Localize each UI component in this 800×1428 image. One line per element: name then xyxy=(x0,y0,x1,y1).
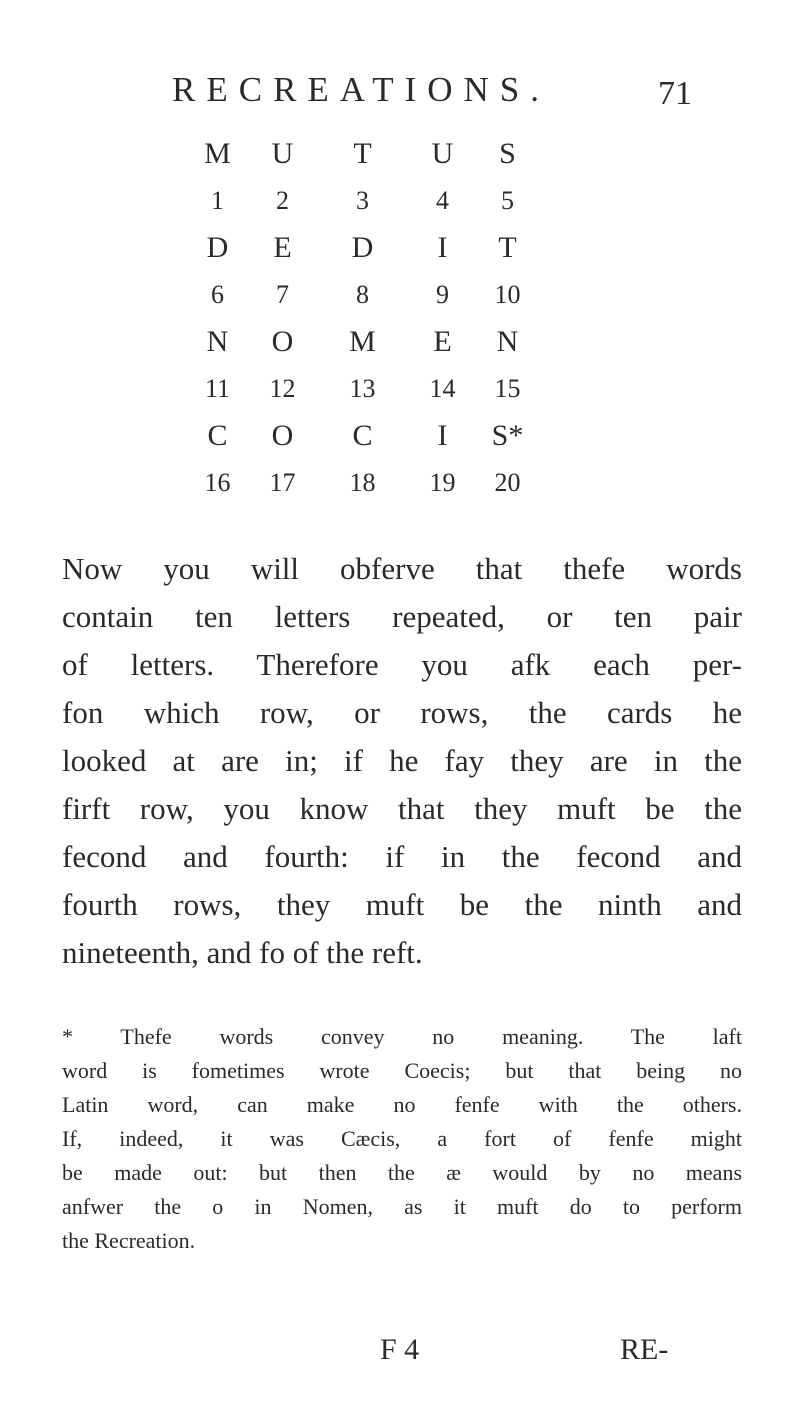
grid-cell: T xyxy=(353,136,372,170)
grid-cell: 4 xyxy=(436,185,449,215)
page-footer xyxy=(0,1330,800,1370)
grid-row-numbers-1 xyxy=(190,177,530,224)
grid-cell: 9 xyxy=(436,279,449,309)
body-line: fecond and fourth: if in the fecond and xyxy=(62,839,742,874)
catchword: RE- xyxy=(620,1333,669,1366)
footnote-line: Latin word, can make no fenfe with the others. xyxy=(62,1092,742,1117)
grid-cell: 7 xyxy=(276,279,289,309)
grid-cell: 11 xyxy=(204,373,231,403)
grid-cell: E xyxy=(273,230,292,264)
grid-cell: 16 xyxy=(204,467,231,497)
grid-cell: S* xyxy=(491,418,524,452)
grid-cell: 12 xyxy=(269,373,296,403)
grid-cell: U xyxy=(431,136,454,170)
grid-cell: D xyxy=(206,230,229,264)
grid-cell: N xyxy=(496,324,519,358)
grid-cell: T xyxy=(498,230,517,264)
word-number-grid xyxy=(190,130,530,506)
grid-cell: 5 xyxy=(501,185,514,215)
grid-cell: 2 xyxy=(276,185,289,215)
grid-row-numbers-4 xyxy=(190,459,530,506)
body-line: of letters. Therefore you afk each per- xyxy=(62,647,742,682)
footnote-line: * Thefe words convey no meaning. The laft xyxy=(62,1024,742,1049)
grid-cell: 8 xyxy=(356,279,369,309)
footnote xyxy=(62,1020,742,1258)
grid-cell: M xyxy=(204,136,231,170)
grid-cell: O xyxy=(271,418,294,452)
grid-cell: 10 xyxy=(494,279,521,309)
running-head: RECREATIONS. xyxy=(172,70,550,109)
body-paragraph xyxy=(62,545,742,977)
grid-cell: C xyxy=(352,418,373,452)
footnote-line: anfwer the o in Nomen, as it muft do to perform xyxy=(62,1194,742,1219)
footnote-line: If, indeed, it was Cæcis, a fort of fenfe might xyxy=(62,1126,742,1151)
grid-cell: 14 xyxy=(429,373,456,403)
body-line: firft row, you know that they muft be the xyxy=(62,791,742,826)
body-line: Now you will obferve that thefe words xyxy=(62,551,742,586)
body-line: looked at are in; if he fay they are in the xyxy=(62,743,742,778)
body-line: fourth rows, they muft be the ninth and xyxy=(62,887,742,922)
grid-cell: D xyxy=(351,230,374,264)
body-line: nineteenth, and fo of the reft. xyxy=(62,935,423,970)
grid-cell: U xyxy=(271,136,294,170)
grid-cell: 17 xyxy=(269,467,296,497)
grid-row-numbers-2 xyxy=(190,271,530,318)
footnote-line: be made out: but then the æ would by no means xyxy=(62,1160,742,1185)
grid-cell: 13 xyxy=(349,373,376,403)
grid-cell: 6 xyxy=(211,279,224,309)
grid-row-letters-4 xyxy=(190,412,530,459)
grid-cell: I xyxy=(437,230,448,264)
footnote-line: the Recreation. xyxy=(62,1228,196,1253)
grid-cell: 19 xyxy=(429,467,456,497)
grid-cell: N xyxy=(206,324,229,358)
grid-row-numbers-3 xyxy=(190,365,530,412)
page-number: 71 xyxy=(658,75,692,112)
grid-cell: S xyxy=(499,136,516,170)
grid-cell: I xyxy=(437,418,448,452)
grid-cell: O xyxy=(271,324,294,358)
page-header xyxy=(172,68,692,118)
footnote-line: word is fometimes wrote Coecis; but that being no xyxy=(62,1058,742,1083)
signature-mark: F 4 xyxy=(380,1333,420,1366)
grid-cell: 3 xyxy=(356,185,369,215)
grid-cell: M xyxy=(349,324,376,358)
grid-cell: 18 xyxy=(349,467,376,497)
body-line: fon which row, or rows, the cards he xyxy=(62,695,742,730)
grid-cell: 1 xyxy=(211,185,224,215)
grid-cell: E xyxy=(433,324,452,358)
grid-cell: C xyxy=(207,418,228,452)
grid-row-letters-2 xyxy=(190,224,530,271)
grid-row-letters-1 xyxy=(190,130,530,177)
body-line: contain ten letters repeated, or ten pair xyxy=(62,599,742,634)
grid-cell: 20 xyxy=(494,467,521,497)
grid-cell: 15 xyxy=(494,373,521,403)
grid-row-letters-3 xyxy=(190,318,530,365)
